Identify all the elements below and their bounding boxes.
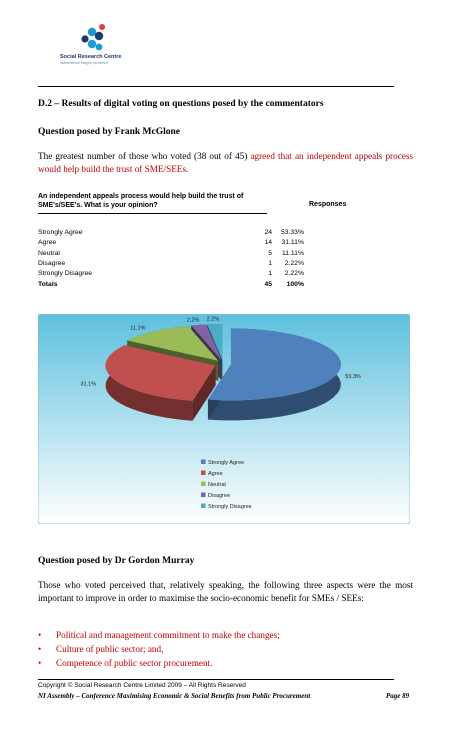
row-count: 14 [264, 239, 272, 247]
row-count: 1 [268, 259, 272, 267]
table-question: An independent appeals process would help build the trust of SME's/SEE's. What is your opinion? [38, 193, 244, 209]
section-title: D.2 – Results of digital voting on questions posed by the commentators [38, 99, 324, 109]
table-row [38, 229, 304, 239]
bullet-icon: • [38, 658, 42, 668]
bullet-icon: • [38, 630, 42, 640]
q1-paragraph [38, 150, 413, 175]
logo-tagline: independence integrity excellence [60, 61, 109, 65]
table-row [38, 270, 304, 280]
row-count: 5 [268, 249, 272, 257]
legend-swatch [201, 460, 206, 465]
table-row [38, 250, 304, 260]
row-label: Disagree [38, 259, 66, 267]
q1-heading: Question posed by Frank McGlone [38, 127, 180, 137]
legend-swatch [201, 471, 206, 476]
row-percent: 100% [286, 280, 304, 288]
row-percent: 11.11% [281, 249, 304, 257]
pie-data-label: 53.3% [345, 374, 361, 380]
q1-paragraph-text: The greatest number of those who voted (38 out of 45) [38, 151, 251, 161]
row-label: Strongly Disagree [38, 270, 93, 278]
row-count: 1 [268, 270, 272, 278]
row-percent: 2.22% [284, 259, 304, 267]
pie-data-label: 2.2% [206, 316, 220, 323]
q2-heading: Question posed by Dr Gordon Murray [38, 556, 195, 566]
pie-data-label: 11.1% [130, 325, 146, 332]
table-total-row [38, 281, 304, 291]
pie-chart [38, 314, 410, 524]
legend-swatch [201, 493, 206, 498]
row-percent: 2.22% [284, 270, 304, 278]
row-label: Strongly Agree [38, 229, 83, 236]
table-row [38, 239, 304, 249]
legend-label: Strongly Disagree [208, 504, 252, 510]
legend-label: Disagree [208, 493, 231, 499]
page-number: Page 89 [386, 692, 410, 700]
q1-paragraph-highlight: agreed that an independent appeals process would help build the trust of SME/SEEs. [38, 151, 414, 174]
pie-data-label: 2.2% [186, 317, 200, 324]
legend-swatch [201, 504, 206, 509]
q2-paragraph: Those who voted perceived that, relatively speaking, the following three aspects were the most important to improve in order to maximise the socio-economic benefit for SMEs / SEEs: [38, 580, 413, 603]
legend-label: Agree [208, 471, 223, 477]
logo-name: Social Research Centre [60, 54, 122, 60]
footer-rule [38, 679, 394, 680]
row-count: 24 [264, 229, 272, 236]
footer-doc-title: NI Assembly – Conference Maximising Economic & Social Benefits from Public Procurement [38, 692, 311, 700]
row-label: Agree [38, 239, 57, 247]
row-percent: 53.33% [280, 229, 304, 236]
row-label: Neutral [38, 249, 60, 257]
table-responses-header: Responses [309, 201, 347, 208]
header-rule [38, 86, 394, 87]
table-row [38, 260, 304, 270]
table-header-rule [38, 213, 267, 214]
pie-data-label: 31.1% [80, 381, 97, 388]
bullet-icon: • [38, 644, 42, 654]
legend-swatch [201, 482, 206, 487]
row-label: Totals [38, 280, 58, 288]
footer-copyright: Copyright © Social Research Centre Limited 2009 – All Rights Reserved [38, 682, 246, 689]
legend-label: Neutral [208, 482, 226, 488]
row-percent: 31.11% [281, 239, 304, 247]
row-count: 45 [264, 280, 272, 288]
legend-label: Strongly Agree [208, 460, 245, 466]
